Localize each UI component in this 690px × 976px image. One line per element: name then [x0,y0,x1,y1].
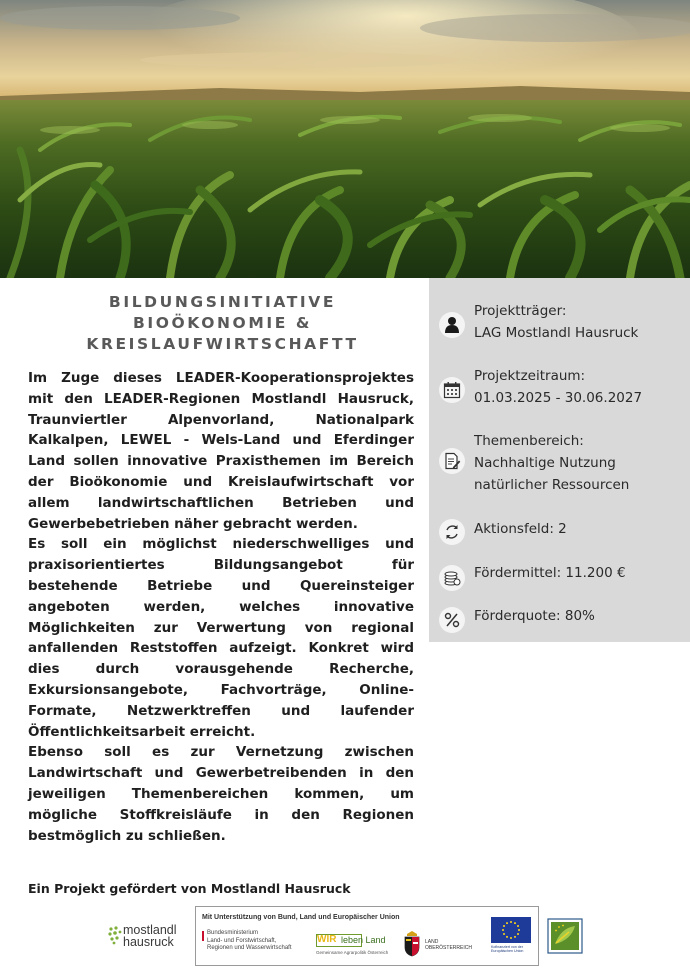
fact-text [474,300,684,344]
title-line-2: BIOÖKONOMIE & [132,314,313,332]
document-edit-icon [439,448,465,474]
cornfield-illustration [0,0,690,278]
leader-emblem-icon [547,918,583,954]
fact-value: Fördermittel: 11.200 € [474,565,626,581]
funded-by-text: Ein Projekt gefördert von Mostlandl Hausruck [28,881,351,896]
land-ooe-logo [403,931,483,961]
description-paragraph: Im Zuge dieses LEADER-Kooperationsprojektes mit den LEADER-Regionen Mostlandl Hausruck, Traunviertler Alpenvorland, Nationalpark Kalkalpen, LEWEL - Wels-Land und Eferdinger Land sollen innovative Praxisthemen im Bereich der Bioökonomie und Kreislaufwirtschaft vor allem landwirtschaftlichen Betrieben und Gewerbebetrieben näher gebracht werden. [28,370,414,532]
mostlandl-logo-line: hausruck [123,935,174,949]
eu-line: Kofinanziert von der [491,945,523,949]
ministry-logo-text [207,930,291,953]
calendar-icon [439,377,465,403]
hero-cornfield-image [0,0,690,278]
person-icon [439,312,465,338]
fact-label: Projektzeitraum: [474,368,586,384]
support-title: Mit Unterstützung von Bund, Land und Europäischer Union [202,914,400,921]
mostlandl-logo-text [123,924,177,948]
eu-flag-icon [491,917,531,943]
cycle-icon [439,519,465,545]
fact-text [474,365,684,409]
gap-subtitle: Gemeinsame Agrarpolitik Österreich [316,950,389,955]
fact-text [474,518,684,540]
description-paragraph: Ebenso soll es zur Vernetzung zwischen Landwirtschaft und Gewerbetreibenden in den jeweiligen Themenbereichen kommen, um mögliche Stoffkreisläufe in den Regionen bestmöglich zu schließen. [28,744,414,844]
fact-value: LAG Mostlandl Hausruck [474,325,639,341]
land-ooe-line: LAND [425,939,439,945]
mostlandl-hausruck-logo [108,924,182,950]
leader-logo [547,918,583,954]
project-title [30,292,415,355]
coins-icon [439,565,465,591]
fact-value: Nachhaltige Nutzung [474,455,616,471]
mostlandl-leaf-icon [108,926,122,946]
fact-value: Förderquote: 80% [474,608,595,624]
title-line-3: KREISLAUFWIRTSCHAFTT [86,335,359,353]
ooe-coat-of-arms-icon [403,931,421,957]
fact-value: 01.03.2025 - 30.06.2027 [474,390,643,406]
funding-partners-box [195,906,539,966]
fact-value: Aktionsfeld: 2 [474,521,567,537]
title-line-1: BILDUNGSINITIATIVE [108,293,337,311]
leben-land-text: leben Land [341,935,386,945]
austria-flag-bar [202,931,204,941]
ministry-line: Regionen und Wasserwirtschaft [207,945,292,952]
eu-cofunded-logo [491,917,531,961]
eu-line: Europäischen Union [491,949,524,954]
land-ooe-line: OBERÖSTERREICH [425,945,472,951]
ministry-line: Bundesministerium [207,930,259,936]
wir-text: WIR [317,934,337,945]
ministry-line: Land- und Forstwirtschaft, [207,937,277,944]
project-description [28,368,414,846]
wir-leben-land-logo [316,934,392,960]
fact-value: natürlicher Ressourcen [474,477,630,493]
project-facts-panel [429,278,690,642]
ministry-logo [202,930,312,962]
fact-text [474,605,684,627]
eu-logo-text [491,945,531,954]
fact-label: Themenbereich: [474,433,584,449]
percent-icon [439,607,465,633]
land-ooe-text [425,939,472,951]
description-paragraph: Es soll ein möglichst niederschwelliges und praxisorientiertes Bildungsangebot für bestehende Betriebe und Quereinsteiger angeboten werden, welches innovative Möglichkeiten zur Verwertung von regional anfallenden Reststoffen aufzeigt. Konkret wird dies durch vorausgehende Recherche, Exkursionsangebote, Fachvorträge, Online-Formate, Netzwerktreffen und laufender Öffentlichkeitsarbeit erreicht. [28,536,414,740]
fact-label: Projektträger: [474,303,567,319]
mostlandl-logo-line: mostlandl [123,923,177,937]
fact-text [474,562,684,584]
fact-text [474,430,684,496]
